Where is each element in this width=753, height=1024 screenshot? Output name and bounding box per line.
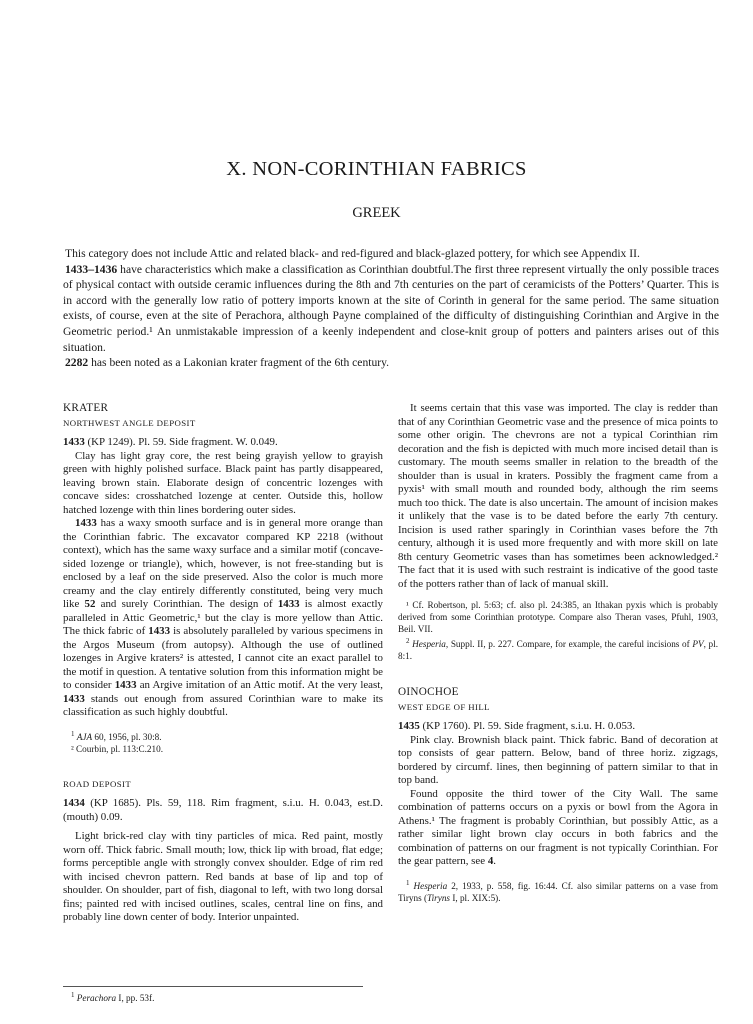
- entry-1435-discussion: Found opposite the third tower of the City Wall. The same combination of patterns occurs on a pyxis or bowl from the Agora in Athens.¹ The fragment is probably Corinthian, but possibly Attic, as a rather similar light brown clay occurs in both fabrics and the combination of patterns on our fragment is not typically Corinthian. For the gear pattern, see 4.: [398, 787, 718, 868]
- chapter-subtitle: GREEK: [352, 205, 401, 221]
- chapter-title: X. NON-CORINTHIAN FABRICS: [226, 158, 527, 180]
- footnote-1: $^1$ Hesperia 2, 1933, p. 558, fig. 16:44. Cf. also similar patterns on a vase from Tiryns (Tiryns I, pl. XIX:5).: [398, 878, 718, 903]
- intro-paragraph-3: 2282 has been noted as a Lakonian krater fragment of the 6th century.: [65, 356, 390, 370]
- deposit-heading: WEST EDGE OF HILL: [398, 701, 490, 712]
- entry-1435-header: 1435 (KP 1760). Pl. 59. Side fragment, s.i.u. H. 0.053.: [398, 720, 636, 733]
- section-heading-krater: KRATER: [63, 402, 109, 414]
- footnote-2: $^2$ Hesperia, Suppl. II, p. 227. Compare, for example, the careful incisions of PV, pl. 8:1.: [398, 637, 718, 662]
- entry-1435-description: Pink clay. Brownish black paint. Thick fabric. Band of decoration at top consists of gear pattern. Below, band of three horiz. zigzags, bordered by circumf. lines, then beginning of pattern similar to that in top band.: [398, 733, 718, 787]
- section-heading-oinochoe: OINOCHOE: [398, 686, 459, 699]
- footnote-1: ¹ Cf. Robertson, pl. 5:63; cf. also pl. 24:385, an Ithakan pyxis which is probably derived from some Corinthian prototype. Compare also Theran vases, Pfuhl, 1903, Beil. VII.: [398, 600, 718, 634]
- deposit-heading: NORTHWEST ANGLE DEPOSIT: [63, 417, 196, 428]
- catalog-ref: 1433–1436: [65, 262, 118, 276]
- entry-1433-discussion: 1433 has a waxy smooth surface and is in general more orange than the Corinthian fabric. The excavator compared KP 2218 (without context), which has the same waxy surface and a similar motif (concave-sided lozenge or triangle), which, however, is not free-standing but is enclosed by a leaf on the side preserved. Also the color is much more creamy and the clay entirely differently constituted, being very much like 52 and surely Corinthian. The design of 1433 is almost exactly paralleled in Attic Geometric,¹ but the clay is more yellow than Attic. The thick fabric of 1433 is absolutely paralleled by various specimens in the Argos Museum (from autopsy). Although the use of outlined lozenges in Argive kraters² is attested, I cannot cite an exact parallel to the motif in question. A tentative solution from this information might be to consider 1433 an Argive imitation of an Attic motif. At the very least, 1433 stands out enough from assured Corinthian ware to make its classification as such highly doubtful.: [63, 517, 384, 718]
- entry-1433-description: Clay has light gray core, the rest being grayish yellow to grayish green with highly polished surface. Black paint has partly disappeared, leaving brown stain. Elaborate design of concentric lozenges with concave sides: crosshatched lozenge at center. Outside this, hollow hatched lozenge with thin lines bordering outer sides.: [63, 449, 383, 516]
- entry-1434-discussion: It seems certain that this vase was imported. The clay is redder than that of any Corinthian Geometric vase and the presence of mica points to some other origin. The chevrons are not a typical Corinthian rim decoration and the fish is depicted with much more incised detail than is customary. The mouth seems smaller in relation to the breadth of the shoulder than is usual in kraters. Possibly the fragment came from a pyxis¹ with small mouth and rounded body, although the rim seems much too thick. The date is also uncertain. The amount of incision makes it unlikely that the vase is to be dated before the early 7th century. Incision is used rather sparingly in Corinthian vases before the 7th century, although it is used more frequently and with more skill on late 8th century Geometric vases than has sometimes been acknowledged.² The fact that it is used with such restraint is indicative of the good taste of the potters rather than of lack of manual skill.: [398, 402, 718, 590]
- footnotes-1435: [398, 877, 718, 904]
- footnote-1: $^1$ AJA 60, 1956, pl. 30:8.: [71, 729, 162, 742]
- entry-1434-header: 1434 (KP 1685). Pls. 59, 118. Rim fragment, s.i.u. H. 0.043, est.D. (mouth) 0.09.: [63, 797, 383, 823]
- intro-paragraph-2: 1433–1436 have characteristics which make a classification as Corinthian doubtful.The first three represent virtually the only possible traces of physical contact with outside ceramic influences during the 8th and 7th centuries on the part of ceramicists of the Potters’ Quarter. This is in accord with the generally low ratio of pottery imports known at the site of Corinth in general for the same period. The same situation exists, of course, even at the site of Perachora, although Payne complained of the difficulty of distinguishing Corinthian and Argive in the Geometric period.¹ An unmistakable impression of a keenly independent and close-knit group of potters and painters arises out of this situation.: [63, 262, 719, 354]
- footnotes-1434: [398, 599, 718, 662]
- footnote-2: ² Courbin, pl. 113:C.210.: [71, 743, 163, 754]
- left-column: [63, 402, 383, 925]
- intro-paragraph-1: This category does not include Attic and related black- and red-figured and black-glazed pottery, for which see Appendix II.: [65, 247, 640, 260]
- footnotes-1433: [63, 728, 383, 755]
- entry-1433-header: 1433 (KP 1249). Pl. 59. Side fragment. W. 0.049.: [63, 436, 278, 448]
- deposit-heading: ROAD DEPOSIT: [63, 778, 132, 789]
- right-column: [398, 402, 718, 904]
- catalog-ref: 2282: [65, 356, 89, 370]
- entry-1434-description: Light brick-red clay with tiny particles of mica. Red paint, mostly worn off. Thick fabric. Small mouth; low, thick lip with broad, flat edge; forms perceptible angle with strongly convex shoulder. Edge of rim red with incised chevron pattern. Red bands at base of lip and top of shoulder. On shoulder, part of fish, diagonal to left, with two long dorsal fins; painted red with incised outlines, scales, central line on fins, and probably line down center of body. Interior unpainted.: [63, 830, 383, 924]
- page-footnote: $^1$ Perachora I, pp. 53f.: [63, 986, 363, 1003]
- intro-section: [63, 246, 719, 371]
